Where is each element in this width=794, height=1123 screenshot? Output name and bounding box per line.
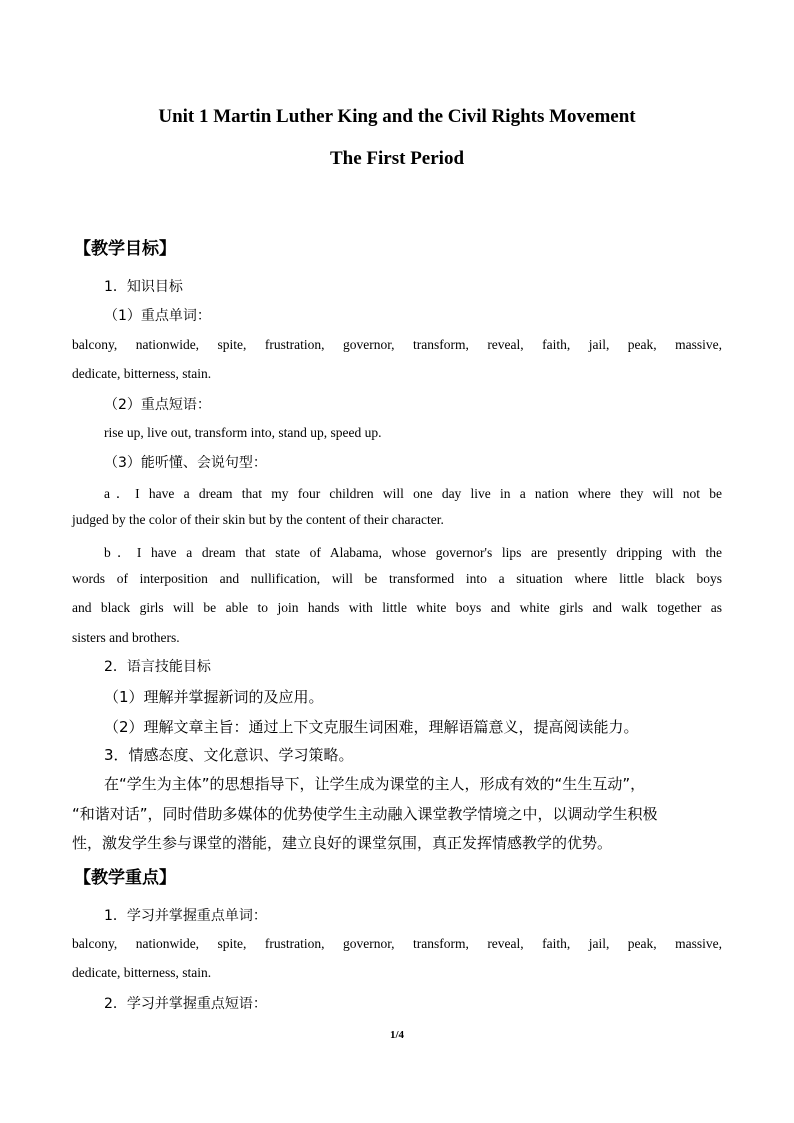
sentence-patterns-heading: （3）能听懂、会说句型： — [104, 455, 267, 471]
sentence-b-line-1: b．I have a dream that state of Alabama, whose governor's lips are presently dripping with the — [104, 545, 722, 560]
skills-objective-2: （2）理解文章主旨：通过上下文克服生词困难，理解语篇意义，提高阅读能力。 — [104, 718, 639, 736]
affective-objectives-heading: 3．情感态度、文化意识、学习策略。 — [104, 746, 354, 764]
sentence-b-line-3: and black girls will be able to join hands with little white boys and white girls and walk together as — [72, 600, 722, 615]
document-title: Unit 1 Martin Luther King and the Civil Rights Movement — [158, 106, 636, 127]
skills-objectives-heading: 2．语言技能目标 — [104, 659, 211, 675]
key-vocab-line-2: dedicate, bitterness, stain. — [72, 366, 212, 381]
objectives-heading: 【教学目标】 — [74, 239, 176, 259]
knowledge-objectives-heading: 1．知识目标 — [104, 279, 183, 295]
sentence-b-line-2: words of interposition and nullification, will be transformed into a situation where little black boys — [72, 571, 722, 586]
key-vocab-line-1: balcony, nationwide, spite, frustration, governor, transform, reveal, faith, jail, peak, massive, — [72, 337, 722, 352]
affective-paragraph-line-3: 性，激发学生参与课堂的潜能，建立良好的课堂氛围，真正发挥情感教学的优势。 — [72, 834, 613, 852]
sentence-b-line-4: sisters and brothers. — [72, 630, 180, 645]
sentence-a-line-2: judged by the color of their skin but by the content of their character. — [72, 512, 444, 527]
key-points-vocab-line-2: dedicate, bitterness, stain. — [72, 965, 212, 980]
document-subtitle: The First Period — [329, 148, 465, 169]
sentence-a-line-1: a．I have a dream that my four children will one day live in a nation where they will not be — [104, 486, 722, 501]
key-points-item-2-heading: 2．学习并掌握重点短语： — [104, 996, 267, 1012]
key-phrases-line: rise up, live out, transform into, stand up, speed up. — [104, 425, 382, 440]
key-points-heading: 【教学重点】 — [74, 868, 176, 888]
page-number: 1/4 — [389, 1029, 405, 1041]
key-points-item-1-heading: 1．学习并掌握重点单词： — [104, 908, 267, 924]
key-points-vocab-line-1: balcony, nationwide, spite, frustration, governor, transform, reveal, faith, jail, peak, massive, — [72, 936, 722, 951]
affective-paragraph-line-2: “和谐对话”，同时借助多媒体的优势使学生主动融入课堂教学情境之中，以调动学生积极 — [72, 805, 658, 823]
skills-objective-1: （1）理解并掌握新词的及应用。 — [104, 688, 324, 706]
key-phrases-heading: （2）重点短语： — [104, 397, 211, 413]
key-vocab-heading: （1）重点单词： — [104, 308, 211, 324]
affective-paragraph-line-1: 在“学生为主体”的思想指导下，让学生成为课堂的主人，形成有效的“生生互动”， — [104, 775, 646, 793]
